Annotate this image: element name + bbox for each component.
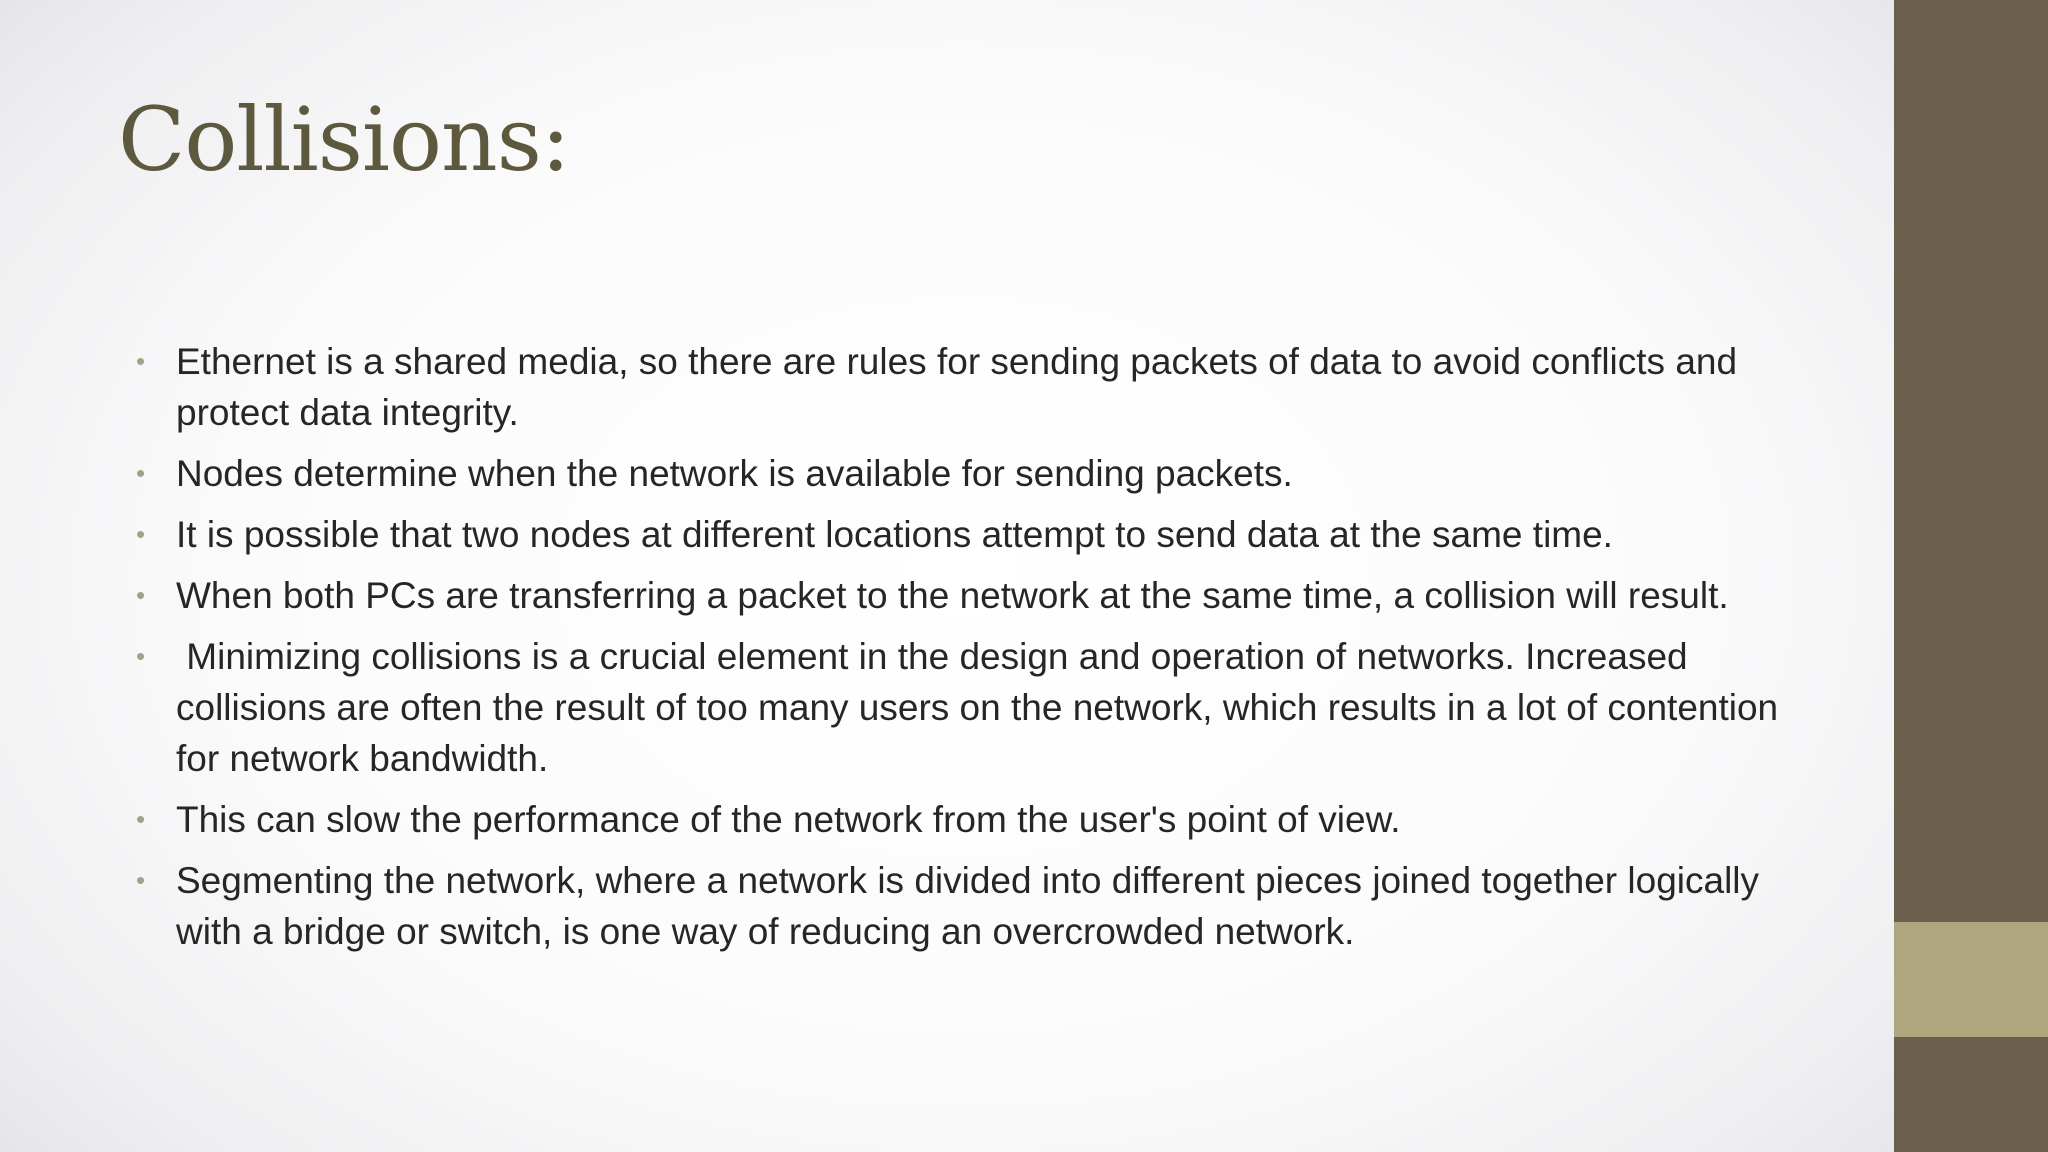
bullet-item <box>136 336 1796 438</box>
bullet-item <box>136 570 1796 621</box>
bullet-item <box>136 509 1796 560</box>
bullet-item <box>136 631 1796 784</box>
bullet-text: It is possible that two nodes at different locations attempt to send data at the same time. <box>176 514 1613 555</box>
bullet-text: Ethernet is a shared media, so there are rules for sending packets of data to avoid conflicts and protect data integrity. <box>176 341 1748 433</box>
bullet-item <box>136 448 1796 499</box>
bullet-dot-icon: • <box>136 346 146 376</box>
bullet-text: Minimizing collisions is a crucial element in the design and operation of networks. Increased collisions are often the result of too many users on the network, which results in a lot of contention for network bandwidth. <box>176 636 1789 779</box>
bullet-dot-icon: • <box>136 641 146 671</box>
bullet-list <box>136 336 1796 967</box>
bullet-dot-icon: • <box>136 804 146 834</box>
bullet-text: When both PCs are transferring a packet to the network at the same time, a collision will result. <box>176 575 1729 616</box>
bullet-text: Segmenting the network, where a network is divided into different pieces joined together logically with a bridge or switch, is one way of reducing an overcrowded network. <box>176 860 1770 952</box>
bullet-text: This can slow the performance of the network from the user's point of view. <box>176 799 1401 840</box>
bullet-dot-icon: • <box>136 519 146 549</box>
bullet-dot-icon: • <box>136 580 146 610</box>
bullet-text: Nodes determine when the network is available for sending packets. <box>176 453 1293 494</box>
bullet-item <box>136 855 1796 957</box>
decorative-sidebar-accent <box>1894 922 2048 1037</box>
bullet-dot-icon: • <box>136 865 146 895</box>
slide-title: Collisions: <box>118 88 570 191</box>
bullet-item <box>136 794 1796 845</box>
bullet-dot-icon: • <box>136 458 146 488</box>
